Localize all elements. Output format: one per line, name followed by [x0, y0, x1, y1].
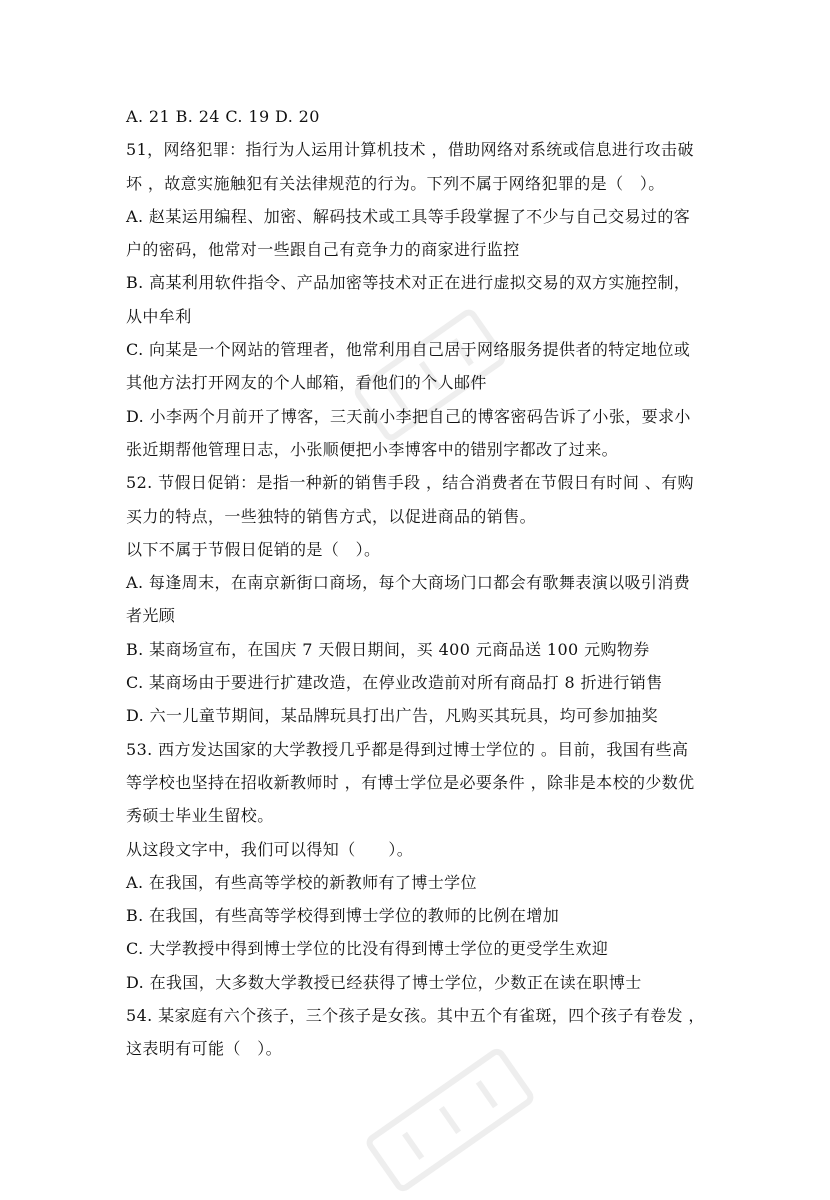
question-52-option-a: 者光顾 [126, 606, 176, 626]
question-53-stem: 秀硕士毕业生留校。 [126, 806, 274, 826]
question-51-option-c: 其他方法打开网友的个人邮箱，看他们的个人邮件 [126, 373, 487, 393]
question-52-option-c: C. 某商场由于要进行扩建改造，在停业改造前对所有商品打 8 折进行销售 [126, 673, 663, 693]
question-51-option-b: 从中牟利 [126, 306, 192, 326]
question-52-stem: 买力的特点，一些独特的销售方式，以促进商品的销售。 [126, 506, 537, 526]
question-51-option-a: 户的密码，他常对一些跟自己有竞争力的商家进行监控 [126, 240, 520, 260]
document-body [126, 100, 716, 1066]
question-51-option-a: A. 赵某运用编程、加密、解码技术或工具等手段掌握了不少与自己交易过的客 [126, 206, 691, 226]
question-53-option-b: B. 在我国，有些高等学校得到博士学位的教师的比例在增加 [126, 906, 560, 926]
question-53-option-a: A. 在我国，有些高等学校的新教师有了博士学位 [126, 872, 477, 892]
question-51-stem: 坏 ，故意实施触犯有关法律规范的行为。下列不属于网络犯罪的是（ ）。 [126, 173, 665, 193]
question-54-stem: 54. 某家庭有六个孩子，三个孩子是女孩。其中五个有雀斑，四个孩子有卷发 ， [126, 1006, 705, 1026]
question-51-option-d: D. 小李两个月前开了博客，三天前小李把自己的博客密码告诉了小张，要求小 [126, 406, 691, 426]
question-54-stem: 这表明有可能（ ）。 [126, 1039, 283, 1059]
question-51-stem: 51，网络犯罪：指行为人运用计算机技术 ，借助网络对系统或信息进行攻击破 [126, 140, 694, 160]
question-53-stem: 从这段文字中，我们可以得知（ ）。 [126, 839, 414, 859]
question-51-option-c: C. 向某是一个网站的管理者，他常利用自己居于网络服务提供者的特定地位或 [126, 340, 691, 360]
question-53-stem: 53. 西方发达国家的大学教授几乎都是得到过博士学位的 。目前，我国有些高 [126, 739, 689, 759]
question-52-stem: 以下不属于节假日促销的是（ ）。 [126, 539, 381, 559]
question-52-stem: 52. 节假日促销：是指一种新的销售手段 ，结合消费者在节假日有时间 、有购 [126, 473, 694, 493]
question-50-options: A. 21 B. 24 C. 19 D. 20 [126, 107, 320, 126]
question-52-option-d: D. 六一儿童节期间，某品牌玩具打出广告，凡购买其玩具，均可参加抽奖 [126, 706, 659, 726]
question-52-option-b: B. 某商场宣布，在国庆 7 天假日期间，买 400 元商品送 100 元购物券 [126, 639, 650, 659]
question-53-option-d: D. 在我国，大多数大学教授已经获得了博士学位，少数正在读在职博士 [126, 972, 642, 992]
question-53-option-c: C. 大学教授中得到博士学位的比没有得到博士学位的更受学生欢迎 [126, 939, 609, 959]
question-52-option-a: A. 每逢周末，在南京新街口商场，每个大商场门口都会有歌舞表演以吸引消费 [126, 573, 691, 593]
question-51-option-b: B. 高某利用软件指令、产品加密等技术对正在进行虚拟交易的双方实施控制， [126, 273, 691, 293]
question-53-stem: 等学校也坚持在招收新教师时 ，有博士学位是必要条件 ，除非是本校的少数优 [126, 772, 695, 792]
question-51-option-d: 张近期帮他管理日志，小张顺便把小李博客中的错别字都改了过来。 [126, 439, 619, 459]
